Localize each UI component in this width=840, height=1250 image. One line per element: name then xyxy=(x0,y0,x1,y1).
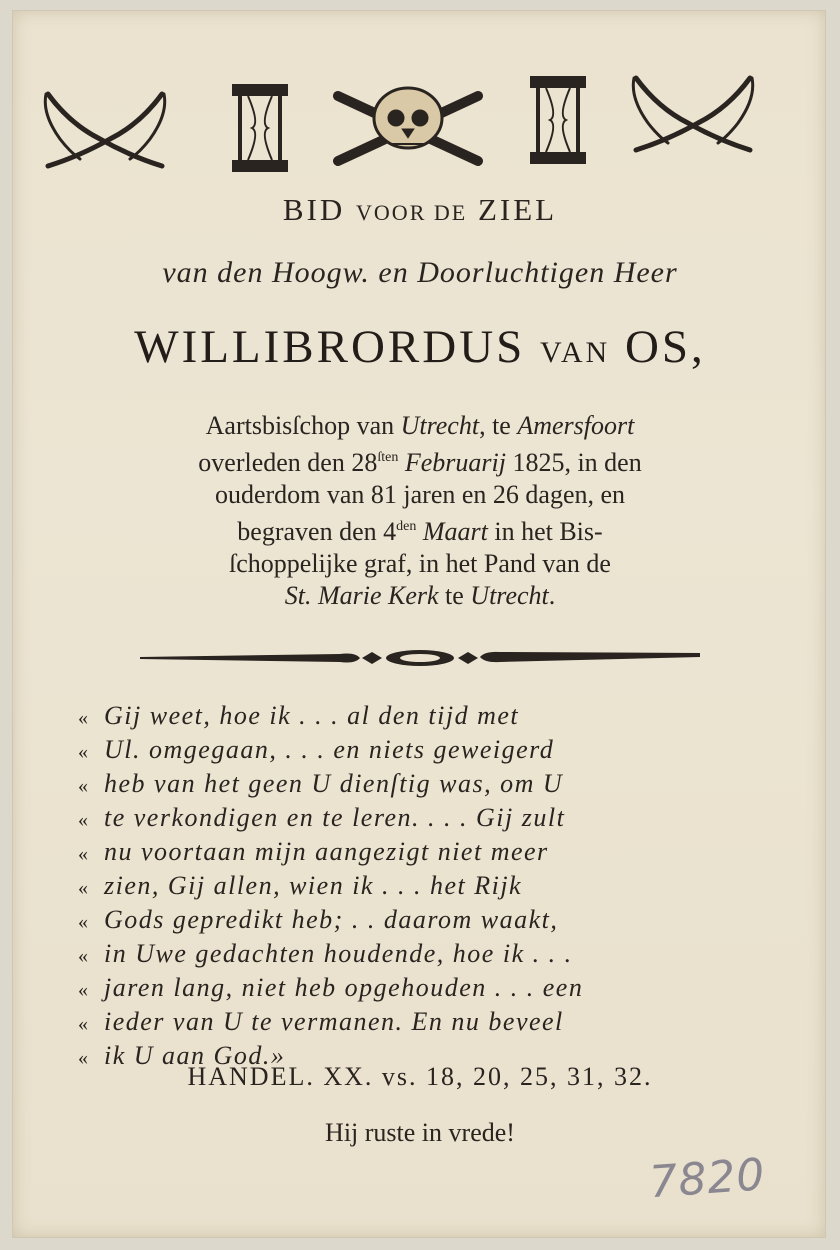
ornament-row xyxy=(40,62,780,174)
quote-line: « heb van het geen U dienſtig was, om U xyxy=(78,769,564,798)
quote-line: « nu voortaan mijn aangezigt niet meer xyxy=(78,837,549,866)
scripture-reference: HANDEL. XX. vs. 18, 20, 25, 31, 32. xyxy=(187,1062,653,1091)
heading-bid: BID xyxy=(282,192,346,227)
honorific-line: van den Hoogw. en Doorluchtigen Heer xyxy=(162,256,678,289)
name-last: OS, xyxy=(624,321,706,373)
heading-voor-de: VOOR DE xyxy=(356,200,468,225)
name-van: VAN xyxy=(540,336,611,369)
quote-line: « zien, Gij allen, wien ik . . . het Rijk xyxy=(78,871,523,900)
crossed-scythes-icon xyxy=(40,84,170,174)
closing-blessing: Hij ruste in vrede! xyxy=(325,1118,515,1147)
quote-line: « ieder van U te vermanen. En nu beveel xyxy=(78,1007,564,1036)
scripture-quote xyxy=(78,700,798,1074)
quote-line: « jaren lang, niet heb opgehouden . . . een xyxy=(78,973,584,1002)
pencil-catalog-number: 7820 xyxy=(647,1149,768,1209)
deceased-name xyxy=(0,320,840,374)
bio-line-6: St. Marie Kerk te Utrecht. xyxy=(284,581,556,610)
bio-line-5: ſchoppelijke graf, in het Pand van de xyxy=(229,549,611,578)
quote-line: « Ul. omgegaan, . . . en niets geweigerd xyxy=(78,735,555,764)
quote-line: « Gij weet, hoe ik . . . al den tijd met xyxy=(78,701,520,730)
heading-ziel: ZIEL xyxy=(477,192,558,227)
crossed-scythes-icon xyxy=(628,68,758,158)
hourglass-icon xyxy=(230,84,290,172)
bio-line-3: ouderdom van 81 jaren en 26 dagen, en xyxy=(214,480,626,509)
biography-block xyxy=(80,410,760,612)
ornamental-divider xyxy=(140,640,700,676)
bio-line-4: begraven den $4^{den}$ Maart in het Bis- xyxy=(237,517,603,546)
hourglass-icon xyxy=(528,76,588,164)
prayer-heading xyxy=(0,192,840,228)
quote-line: « te verkondigen en te leren. . . . Gij zult xyxy=(78,803,566,832)
bio-line-1: Aartsbisſchop van Utrecht, te Amersfoort xyxy=(205,411,635,440)
quote-line: « Gods gepredikt heb; . . daarom waakt, xyxy=(78,905,559,934)
bio-line-2: overleden den $28^{ſten}$ Februarij 1825, in den xyxy=(198,448,642,477)
quote-line: « ik U aan God.» xyxy=(78,1041,286,1070)
name-first: WILLIBRORDUS xyxy=(134,321,526,373)
quote-line: « in Uwe gedachten houdende, hoe ik . . . xyxy=(78,939,573,968)
skull-crossbones-icon xyxy=(328,76,488,176)
